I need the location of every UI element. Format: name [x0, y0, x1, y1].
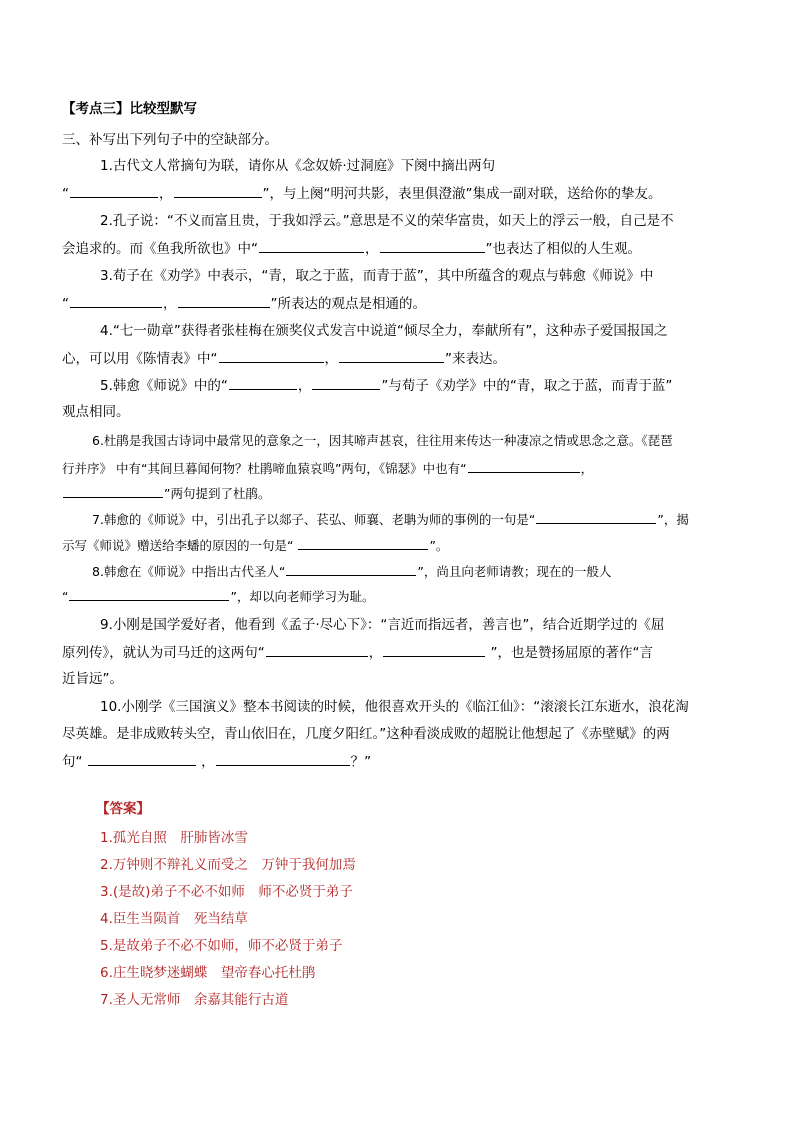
q2-text-a: 会追求的。而《鱼我所欲也》中“: [62, 241, 258, 257]
q3-text-c: ”所表达的观点是相通的。: [270, 296, 426, 312]
q8-blank-2[interactable]: [69, 587, 229, 601]
q5-text-c: ”与荀子《劝学》中的“青，取之于蓝，而青于蓝”: [381, 378, 673, 394]
q2-line1: 2.孔子说：“不义而富且贵，于我如浮云。”意思是不义的荣华富贵，如天上的浮云一般，自己是不: [100, 213, 674, 229]
instruction: 三、补写出下列句子中的空缺部分。: [62, 132, 278, 148]
answer-item: 5.是故弟子不必不如师，师不必贤于弟子: [100, 938, 343, 954]
q6-line3: [62, 484, 732, 503]
q9-line3: 近旨远”。: [62, 671, 123, 687]
q9-line1: 9.小刚是国学爱好者，他看到《孟子·尽心下》：“言近而指远者，善言也”，结合近期学过的《屈: [100, 617, 665, 633]
q5-blank-2[interactable]: [312, 376, 380, 390]
q8-text-b: ”，尚且向老师请教；现在的一般人: [417, 564, 612, 579]
q9-blank-1[interactable]: [266, 643, 368, 657]
q3-line2: [62, 294, 732, 313]
q5-blank-1[interactable]: [229, 376, 297, 390]
q2-blank-2[interactable]: [380, 239, 485, 253]
q7-text-a: 7.韩愈的《师说》中，引出孔子以郯子、苌弘、师襄、老聃为师的事例的一句是“: [92, 512, 536, 527]
q1-text-b: ，: [159, 186, 173, 202]
section-heading: 【考点三】比较型默写: [62, 101, 197, 117]
q4-text-b: ，: [324, 351, 338, 367]
q8-blank-1[interactable]: [286, 562, 416, 576]
q2-line2: [62, 239, 732, 258]
q10-blank-2[interactable]: [216, 752, 350, 766]
q4-blank-1[interactable]: [219, 349, 324, 363]
q6-line2: [62, 459, 732, 478]
q9-line2: [62, 643, 732, 662]
q2-text-b: ，: [365, 241, 379, 257]
q4-text-c: ”来表达。: [445, 351, 506, 367]
answer-item: 7.圣人无常师 余嘉其能行古道: [100, 992, 289, 1008]
q5-text-a: 5.韩愈《师说》中的“: [100, 378, 228, 394]
q6-text-c: ”两句提到了杜鹃。: [164, 486, 271, 501]
q7-blank-1[interactable]: [536, 510, 656, 524]
q3-blank-2[interactable]: [178, 294, 270, 308]
q5-line1: [100, 376, 770, 395]
answer-item: 4.臣生当陨首 死当结草: [100, 911, 248, 927]
q5-line2: 观点相同。: [62, 404, 130, 420]
q1-text-a: “: [62, 186, 69, 202]
q1-blank-2[interactable]: [174, 184, 262, 198]
q10-line2: 尽英雄。是非成败转头空，青山依旧在，几度夕阳红。”这种看淡成败的超脱让他想起了《赤壁赋》的两: [62, 726, 670, 742]
q5-text-b: ，: [297, 378, 312, 394]
answer-item: 1.孤光自照 肝肺皆冰雪: [100, 830, 248, 846]
q7-text-b: ”，揭: [657, 512, 689, 527]
q2-blank-1[interactable]: [259, 239, 364, 253]
answers-title: 【答案】: [96, 801, 150, 817]
q4-text-a: 心，可以用《陈情表》中“: [62, 351, 218, 367]
q1-line2: [62, 184, 732, 203]
q10-blank-1[interactable]: [88, 752, 196, 766]
q7-text-d: ”。: [429, 538, 449, 553]
q1-text-c: ”，与上阕“明河共影，表里俱澄澈”集成一副对联，送给你的挚友。: [262, 186, 662, 202]
answer-item: 2.万钟则不辩礼义而受之 万钟于我何加焉: [100, 857, 356, 873]
q1-line1: 1.古代文人常摘句为联，请你从《念奴娇·过洞庭》下阕中摘出两句: [100, 158, 496, 174]
q10-text-a: 句“: [62, 754, 87, 770]
q3-text-b: ，: [163, 296, 177, 312]
q7-line1: [92, 510, 762, 529]
q2-text-c: ”也表达了相似的人生观。: [485, 241, 641, 257]
q6-text-a: 行并序》 中有“其间旦暮闻何物？杜鹃啼血猿哀鸣”两句，《锦瑟》中也有“: [62, 461, 467, 476]
q9-text-b: ，: [368, 645, 383, 661]
q7-line2: [62, 536, 732, 555]
q10-text-b: ，: [196, 754, 215, 770]
q3-blank-1[interactable]: [70, 294, 162, 308]
q3-text-a: “: [62, 296, 69, 312]
q10-line1: 10.小刚学《三国演义》整本书阅读的时候，他很喜欢开头的《临江仙》：“滚滚长江东逝水，浪花淘: [100, 699, 689, 715]
q6-line1: 6.杜鹃是我国古诗词中最常见的意象之一，因其啼声甚哀，往往用来传达一种凄凉之情或思念之意。《琵琶: [92, 433, 673, 448]
q3-line1: 3.荀子在《劝学》中表示，“青，取之于蓝，而青于蓝”，其中所蕴含的观点与韩愈《师说》中: [100, 268, 654, 284]
q9-text-c: ”，也是赞扬屈原的著作“言: [486, 645, 654, 661]
q9-text-a: 原列传》，就认为司马迁的这两句“: [62, 645, 265, 661]
q7-text-c: 示写《师说》赠送给李蟠的原因的一句是“: [62, 538, 298, 553]
q4-line2: [62, 349, 732, 368]
q8-line1: [92, 562, 762, 581]
q8-text-c: “: [62, 589, 69, 604]
answer-item: 6.庄生晓梦迷蝴蝶 望帝春心托杜鹃: [100, 965, 316, 981]
q10-line3: [62, 752, 732, 771]
q6-blank-2[interactable]: [63, 484, 163, 498]
q10-text-c: ？”: [350, 754, 372, 770]
q6-blank-1[interactable]: [468, 459, 580, 473]
q4-line1: 4.“七一勋章”获得者张桂梅在颁奖仪式发言中说道“倾尽全力，奉献所有”，这种赤子爱国报国之: [100, 323, 668, 339]
q1-blank-1[interactable]: [70, 184, 158, 198]
q8-text-d: ”，却以向老师学习为耻。: [230, 589, 375, 604]
answer-item: 3.(是故)弟子不必不如师 师不必贤于弟子: [100, 884, 353, 900]
q9-blank-2[interactable]: [383, 643, 485, 657]
q8-text-a: 8.韩愈在《师说》中指出古代圣人“: [92, 564, 286, 579]
q4-blank-2[interactable]: [339, 349, 444, 363]
q8-line2: [62, 587, 732, 606]
q6-text-b: ，: [580, 461, 594, 476]
q7-blank-2[interactable]: [298, 536, 428, 550]
